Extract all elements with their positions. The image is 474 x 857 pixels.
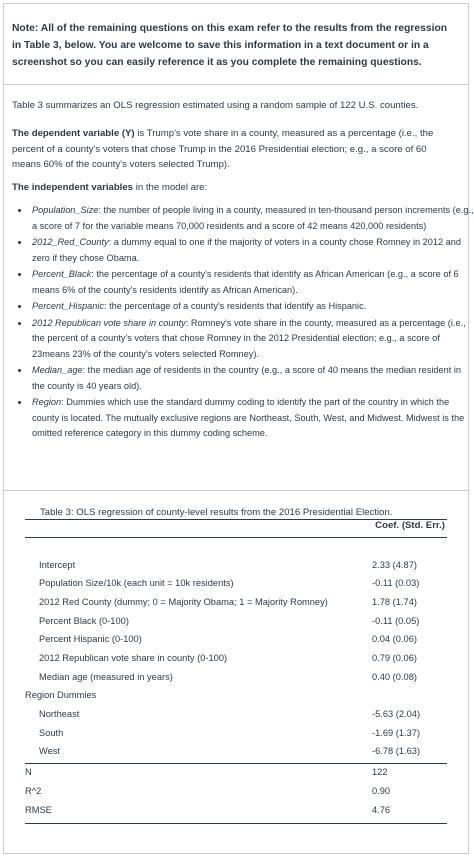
stat-value: 0.90 bbox=[372, 786, 391, 796]
stat-value: 122 bbox=[372, 767, 388, 777]
row-label: West bbox=[39, 746, 61, 756]
stat-label: RMSE bbox=[25, 805, 52, 815]
list-item bbox=[30, 363, 474, 394]
row-label: South bbox=[39, 728, 64, 738]
variable-desc: : Dummies which use the standard dummy coding to identify the part of the country in which the county is located. The mutually exclusive regions are Northeast, South, West, and Midwest. Midwest is the omitted reference category in this dummy coding scheme. bbox=[32, 397, 465, 438]
table-divider bbox=[3, 490, 469, 491]
list-item bbox=[30, 267, 474, 298]
variable-desc: : the percentage of a county's residents that identify as Hispanic. bbox=[104, 301, 367, 311]
dependent-variable-text: is Trump's vote share in a county, measured as a percentage (i.e., the percent of a county's voters that chose Trump in the 2016 Presidential election; e.g., a score of 60 means 60% of the county's voters selected Trump). bbox=[12, 128, 434, 170]
variable-name: Median_age bbox=[32, 365, 83, 375]
list-item bbox=[30, 316, 474, 363]
row-label: Percent Hispanic (0-100) bbox=[39, 634, 142, 644]
table-row bbox=[25, 595, 447, 613]
intro-paragraph: Table 3 summarizes an OLS regression estimated using a random sample of 122 U.S. counties. bbox=[12, 100, 419, 111]
dependent-variable-paragraph bbox=[12, 126, 452, 173]
variable-desc: : Romney's vote share in the county, measured as a percentage (i.e., the percent of a county's voters that chose Romney in the 2012 Presidential election; e.g., a score of 23means 23% of the county's voters selected Romney). bbox=[32, 317, 466, 359]
variable-desc: : the percentage of a county's residents that identify as African American (e.g., a score of 6 means 6% of the county's residents identify as African American). bbox=[32, 269, 459, 295]
row-value: 0.04 (0.06) bbox=[372, 634, 417, 644]
variable-desc: : the median age of residents in the country (e.g., a score of 40 means the median resident in the county is 40 years old). bbox=[32, 365, 462, 391]
row-label: Population Size/10k (each unit = 10k residents) bbox=[39, 578, 234, 588]
row-value: -1.69 (1.37) bbox=[372, 728, 421, 738]
row-value: 0.40 (0.08) bbox=[372, 672, 417, 682]
row-value: -6.78 (1.63) bbox=[372, 746, 421, 756]
row-value: -0.11 (0.05) bbox=[372, 616, 420, 626]
row-label: Percent Black (0-100) bbox=[39, 616, 129, 626]
table-row bbox=[25, 744, 447, 762]
table-stat-row bbox=[25, 784, 447, 802]
column-header: Coef. (Std. Err.) bbox=[375, 520, 445, 531]
row-label: Intercept bbox=[39, 560, 76, 570]
variable-list bbox=[12, 203, 474, 443]
group-label: Region Dummies bbox=[25, 690, 97, 700]
list-item bbox=[30, 395, 474, 442]
independent-variables-paragraph bbox=[12, 180, 452, 196]
row-value: -0.11 (0.03) bbox=[372, 578, 420, 588]
variable-name: Percent_Black bbox=[32, 269, 92, 279]
independent-variables-lead: The independent variables bbox=[12, 182, 134, 193]
table-row bbox=[25, 651, 447, 669]
variable-name: 2012_Red_County bbox=[32, 237, 109, 247]
note-divider bbox=[3, 84, 469, 85]
stat-label: N bbox=[25, 767, 32, 777]
dependent-variable-lead: The dependent variable (Y) bbox=[12, 128, 135, 139]
row-value: 0.79 (0.06) bbox=[372, 653, 417, 663]
list-item bbox=[30, 299, 474, 315]
header-rule bbox=[25, 537, 447, 538]
table-row bbox=[25, 632, 447, 650]
table-row bbox=[25, 558, 447, 576]
regression-table bbox=[25, 495, 447, 825]
stats-rule bbox=[25, 763, 447, 764]
table-row bbox=[25, 614, 447, 632]
stat-label: R^2 bbox=[25, 786, 42, 796]
list-item bbox=[30, 235, 474, 266]
variable-name: 2012 Republican vote share in county bbox=[32, 317, 186, 328]
row-label: 2012 Red County (dummy; 0 = Majority Obama; 1 = Majority Romney) bbox=[39, 597, 328, 607]
row-label: Northeast bbox=[39, 709, 80, 719]
independent-variables-text: in the model are: bbox=[133, 182, 208, 193]
table-caption: Table 3: OLS regression of county-level results from the 2016 Presidential Election. bbox=[40, 507, 393, 518]
table-row bbox=[25, 576, 447, 594]
row-label: Median age (measured in years) bbox=[39, 672, 173, 682]
table-row bbox=[25, 726, 447, 744]
row-value: 1.78 (1.74) bbox=[372, 597, 417, 607]
table-row bbox=[25, 707, 447, 725]
row-value: 2.33 (4.87) bbox=[372, 560, 417, 570]
table-stat-row bbox=[25, 765, 447, 783]
variable-name: Region bbox=[32, 397, 62, 407]
table-row bbox=[25, 670, 447, 688]
exam-note: Note: All of the remaining questions on this exam refer to the results from the regression in Table 3, below. You are welcome to save this information in a text document or in a screenshot so you can easily reference it as you complete the remaining questions. bbox=[12, 23, 448, 68]
table-bottom-rule bbox=[25, 823, 447, 824]
variable-desc: : the number of people living in a county, measured in ten-thousand person increments (e.g., a score of 7 for the variable means 70,000 residents and a score of 42 means 420,000 residents) bbox=[32, 205, 474, 231]
variable-name: Percent_Hispanic bbox=[32, 301, 105, 311]
variable-name: Population_Size bbox=[32, 205, 99, 215]
row-label: 2012 Republican vote share in county (0-100) bbox=[39, 653, 228, 663]
list-item bbox=[30, 203, 474, 234]
stat-value: 4.76 bbox=[372, 805, 391, 815]
table-stat-row bbox=[25, 803, 447, 821]
row-value: -5.63 (2.04) bbox=[372, 709, 421, 719]
variable-desc: : a dummy equal to one if the majority of voters in a county chose Romney in 2012 and zero if they chose Obama. bbox=[32, 237, 462, 263]
table-group-row bbox=[25, 688, 447, 706]
